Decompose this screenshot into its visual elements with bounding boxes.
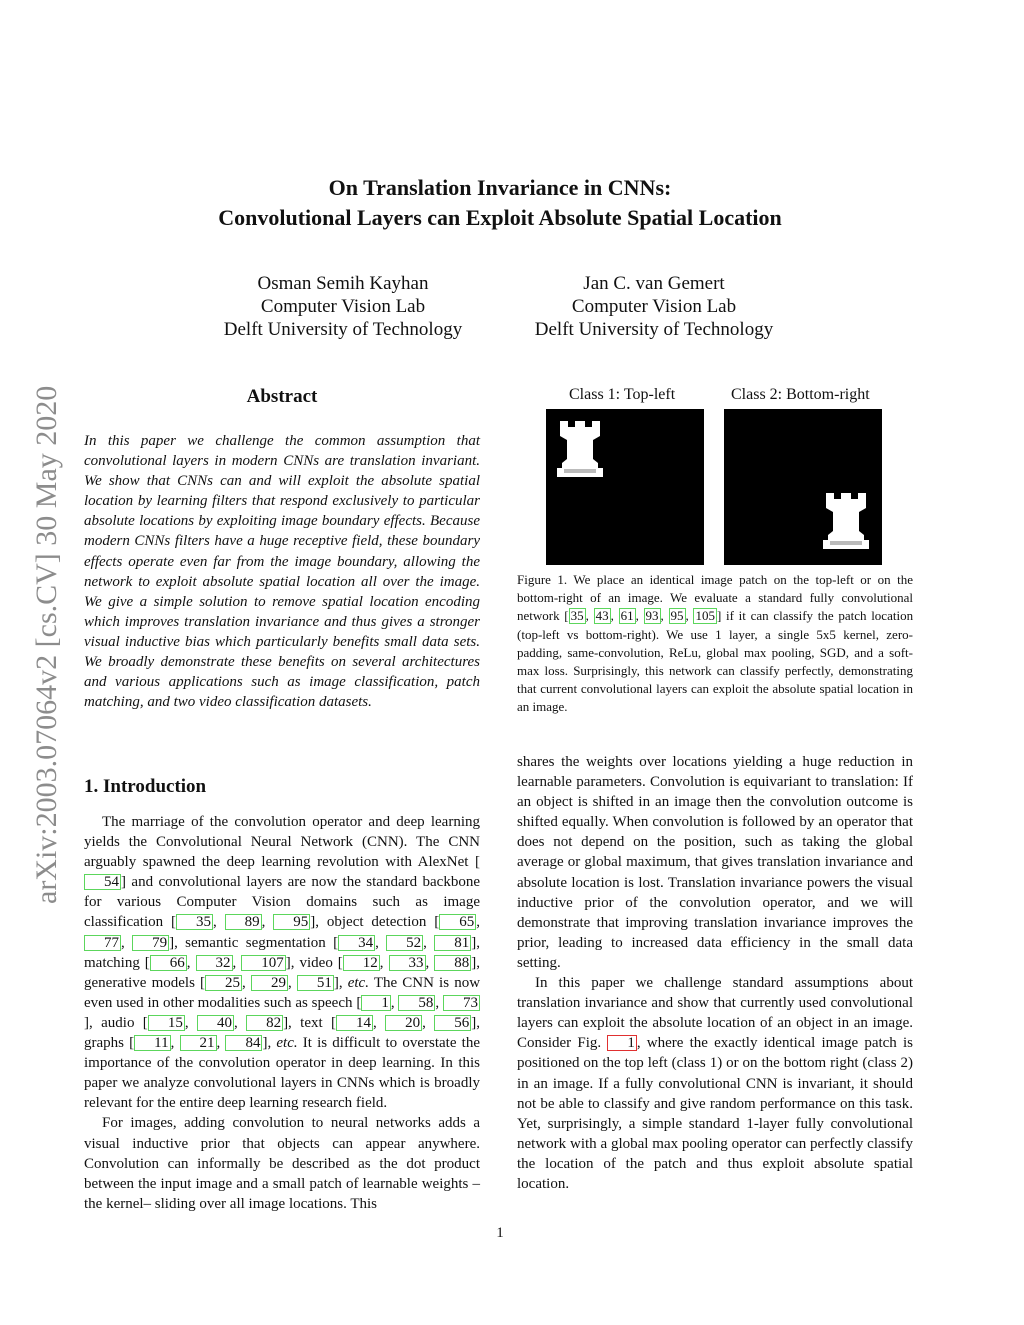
rook-icon: [820, 491, 872, 551]
citation-link[interactable]: 77: [84, 935, 121, 951]
author-affiliation: Computer Vision Lab: [571, 296, 737, 317]
citation-link[interactable]: 107: [241, 955, 286, 971]
author-institution: Delft University of Technology: [534, 319, 774, 340]
citation-link[interactable]: 21: [180, 1035, 217, 1051]
title-line-1: On Translation Invariance in CNNs:: [328, 175, 672, 200]
citation-link[interactable]: 12: [343, 955, 380, 971]
figure-panel-top-left: [546, 409, 704, 565]
citation-link[interactable]: 65: [439, 914, 476, 930]
figure-caption: Figure 1. We place an identical image patch on the top-left or on the bottom-right of an image. We evaluate a standard fully convolutional network [ 35 , 43 , 61 , 93 , 95 , 105 ] if it can classify the patch location (top-left vs bottom-right). We use 1 layer, a single 5x5 kernel, zero-padding, same-convolution, ReLu, global max pooling, SGD, and a soft-max loss. Surprisingly, this network can classify perfectly, demonstrating that current convolutional layers can exploit the absolute spatial location in an image.: [517, 572, 914, 715]
intro-heading: 1. Introduction: [84, 776, 207, 797]
citation-link[interactable]: 73: [443, 995, 480, 1011]
paragraph-text: ], object detection [: [310, 914, 440, 931]
citation-link[interactable]: 14: [336, 1015, 373, 1031]
citation-link[interactable]: 66: [150, 955, 187, 971]
citation-link[interactable]: 93: [645, 608, 659, 624]
figure-class2-label: Class 2: Bottom-right: [731, 386, 870, 403]
figure-class1-label: Class 1: Top-left: [569, 386, 676, 403]
citation-link[interactable]: 35: [176, 914, 213, 930]
right-column: [517, 752, 913, 1194]
citation-link[interactable]: 32: [196, 955, 233, 971]
citation-link[interactable]: 29: [251, 975, 288, 991]
intro-paragraph-1: The marriage of the convolution operator and deep learning yields the Convolutional Neural Network (CNN). The CNN arguably spawned the deep learning revolution with AlexNet [54 ] and convolutional layers are now the standard backbone for various Computer Vision domains such as image classification [ 35 , 89 , 95 ], object detection [ 65 , 77 , 79 ], semantic segmentation [ 34 , 52 , 81 ], matching [ 66 , 32 , 107 ], video [ 12 , 33 , 88 ], generative models [ 25 , 29 , 51 ], etc. The CNN is now even used in other modalities such as speech [ 1 , 58 , 73], audio [ 15 , 40 , 82 ], text [ 14 , 20 , 56 ], graphs [ 11 , 21 , 84 ], etc. It is difficult to overstate the importance of the convolution operator in deep learning. In this paper we analyze convolutional layers in CNNs which is broadly relevant for the entire deep learning research field.: [84, 814, 481, 1112]
etc-text: etc.: [347, 974, 369, 991]
paragraph-text: ], semantic segmentation [: [169, 934, 339, 951]
author-institution: Delft University of Technology: [223, 319, 463, 340]
paragraph-text: ], graphs [: [84, 1014, 481, 1052]
citation-link[interactable]: 35: [570, 608, 584, 624]
author-name: Jan C. van Gemert: [583, 273, 725, 294]
paragraph-text: ], audio [: [84, 1014, 148, 1031]
paragraph-text: In this paper we challenge standard assumptions about translation invariance and show that currently used convolutional layers can exploit the absolute location of an object in an image. Consider Fig.: [517, 975, 913, 1052]
etc-text: etc.: [276, 1035, 298, 1052]
author-name: Osman Semih Kayhan: [257, 273, 429, 294]
title-line-2: Convolutional Layers can Exploit Absolute Spatial Location: [218, 205, 782, 230]
right-paragraph-2: [517, 973, 913, 1194]
citation-link[interactable]: 33: [389, 955, 426, 971]
citation-link[interactable]: 61: [620, 608, 634, 624]
citation-link[interactable]: 15: [148, 1015, 185, 1031]
paragraph-text: ], video [: [285, 954, 343, 971]
rook-icon: [554, 419, 606, 479]
citation-link[interactable]: 95: [670, 608, 684, 624]
citation-link[interactable]: 52: [386, 935, 423, 951]
citation-link[interactable]: 81: [434, 935, 471, 951]
paragraph-text: The CNN is now even used in other modalities such as speech [: [84, 974, 481, 1011]
citation-link[interactable]: 20: [385, 1015, 422, 1031]
citation-link[interactable]: 84: [225, 1035, 262, 1051]
author-affiliation: Computer Vision Lab: [260, 296, 426, 317]
paragraph-text: ], text [: [283, 1014, 337, 1031]
citation-link[interactable]: 79: [132, 935, 169, 951]
citation-link[interactable]: 88: [434, 955, 471, 971]
abstract-heading: Abstract: [246, 386, 318, 407]
paper-title: [120, 173, 880, 233]
citation-link[interactable]: 1: [361, 995, 391, 1011]
citation-link[interactable]: 95: [273, 914, 310, 930]
paragraph-text: The marriage of the convolution operator and deep learning yields the Convolutional Neural Network (CNN). The CNN arguably spawned the deep learning revolution with AlexNet [: [84, 814, 480, 871]
intro-column: [84, 812, 480, 1214]
citation-link[interactable]: 43: [595, 608, 609, 624]
citation-link[interactable]: 58: [398, 995, 435, 1011]
caption-text: ] if it can classify the patch location (top-left vs bottom-right). We use 1 layer, a single 5x5 kernel, zero-padding, same-convolution, ReLu, global max pooling, SGD, and a soft-max loss. Surprisingly, this network can classify perfectly, demonstrating that current convolutional layers can exploit the absolute spatial location in an image.: [517, 608, 914, 715]
figure-panel-bottom-right: [724, 409, 882, 565]
citation-link[interactable]: 105: [695, 608, 715, 624]
paragraph-text: ],: [262, 1035, 272, 1052]
page-number: 1: [496, 1225, 504, 1241]
citation-link[interactable]: 56: [434, 1015, 471, 1031]
abstract-text: In this paper we challenge the common assumption that convolutional layers in modern CNNs are translation invariant. We show that CNNs can and will exploit the absolute spatial location by learning filters that respond exclusively to particular absolute locations by exploiting image boundary effects. Because modern CNNs filters have a huge receptive field, these boundary effects operate even far from the image boundary, allowing the network to exploit absolute spatial location all over the image. We give a simple solution to remove spatial location encoding which improves translation invariance and thus gives a stronger visual inductive bias which particularly benefits small data sets. We broadly demonstrate these benefits on several architectures and various applications such as image classification, patch matching, and two video classification datasets.: [84, 433, 480, 711]
intro-paragraph-2: For images, adding convolution to neural networks adds a visual inductive prior that objects can appear anywhere. Convolution can informally be described as the dot product between the input image and a small patch of learnable weights –the kernel– sliding over all image locations. This: [84, 1115, 480, 1212]
paragraph-text: ], generative models [: [84, 954, 481, 991]
citation-link[interactable]: 82: [246, 1015, 283, 1031]
author-block-1: [193, 272, 493, 341]
paragraph-text: ], matching [: [84, 934, 480, 971]
paragraph-text: ],: [333, 974, 343, 991]
right-paragraph-1: shares the weights over locations yielding a huge reduction in learnable parameters. Convolution is equivariant to translation: If an object is shifted in an image then the convolution outcome is shifted equally. When convolution is followed by an operator that does not depend on the position, such as taking the global average or global maximum, that gives translation invariance and absolute location is lost. Translation invariance powers the visual inductive prior of the convolution operator, and we will demonstrate that improving translation invariance improves the prior, leading to increased data efficiency in the small data setting.: [517, 754, 913, 971]
figure-reference-link[interactable]: 1: [607, 1035, 637, 1051]
author-block-2: [504, 272, 804, 341]
paragraph-text: ] and convolutional layers are now the standard backbone for various Computer Vision domains such as image classification [: [84, 874, 480, 931]
citation-link[interactable]: 54: [84, 874, 121, 890]
citation-link[interactable]: 25: [205, 975, 242, 991]
citation-link[interactable]: 34: [338, 935, 375, 951]
caption-text: Figure 1. We place an identical image patch on the top-left or on the bottom-right of an image. We evaluate a standard fully convolutional network [: [517, 572, 913, 624]
citation-link[interactable]: 40: [197, 1015, 234, 1031]
citation-link[interactable]: 51: [297, 975, 334, 991]
citation-link[interactable]: 11: [134, 1035, 170, 1051]
arxiv-stamp: arXiv:2003.07064v2 [cs.CV] 30 May 2020: [30, 385, 63, 905]
paragraph-text: , where the exactly identical image patch is positioned on the top left (class 1) or on the bottom right (class 2) in an image. If a fully convolutional CNN is invariant, it should not be able to classify and give random performance on this task. Yet, surprisingly, a simple standard 1-layer fully convolutional network with a global max pooling operator can perfectly classify the location of the patch and thus exploit absolute spatial location.: [517, 1035, 913, 1192]
paragraph-text: It is difficult to overstate the importance of the convolution operator in deep learning. In this paper we analyze convolutional layers in CNNs which is broadly relevant for the entire deep learning research field.: [84, 1035, 480, 1112]
citation-link[interactable]: 89: [225, 914, 262, 930]
